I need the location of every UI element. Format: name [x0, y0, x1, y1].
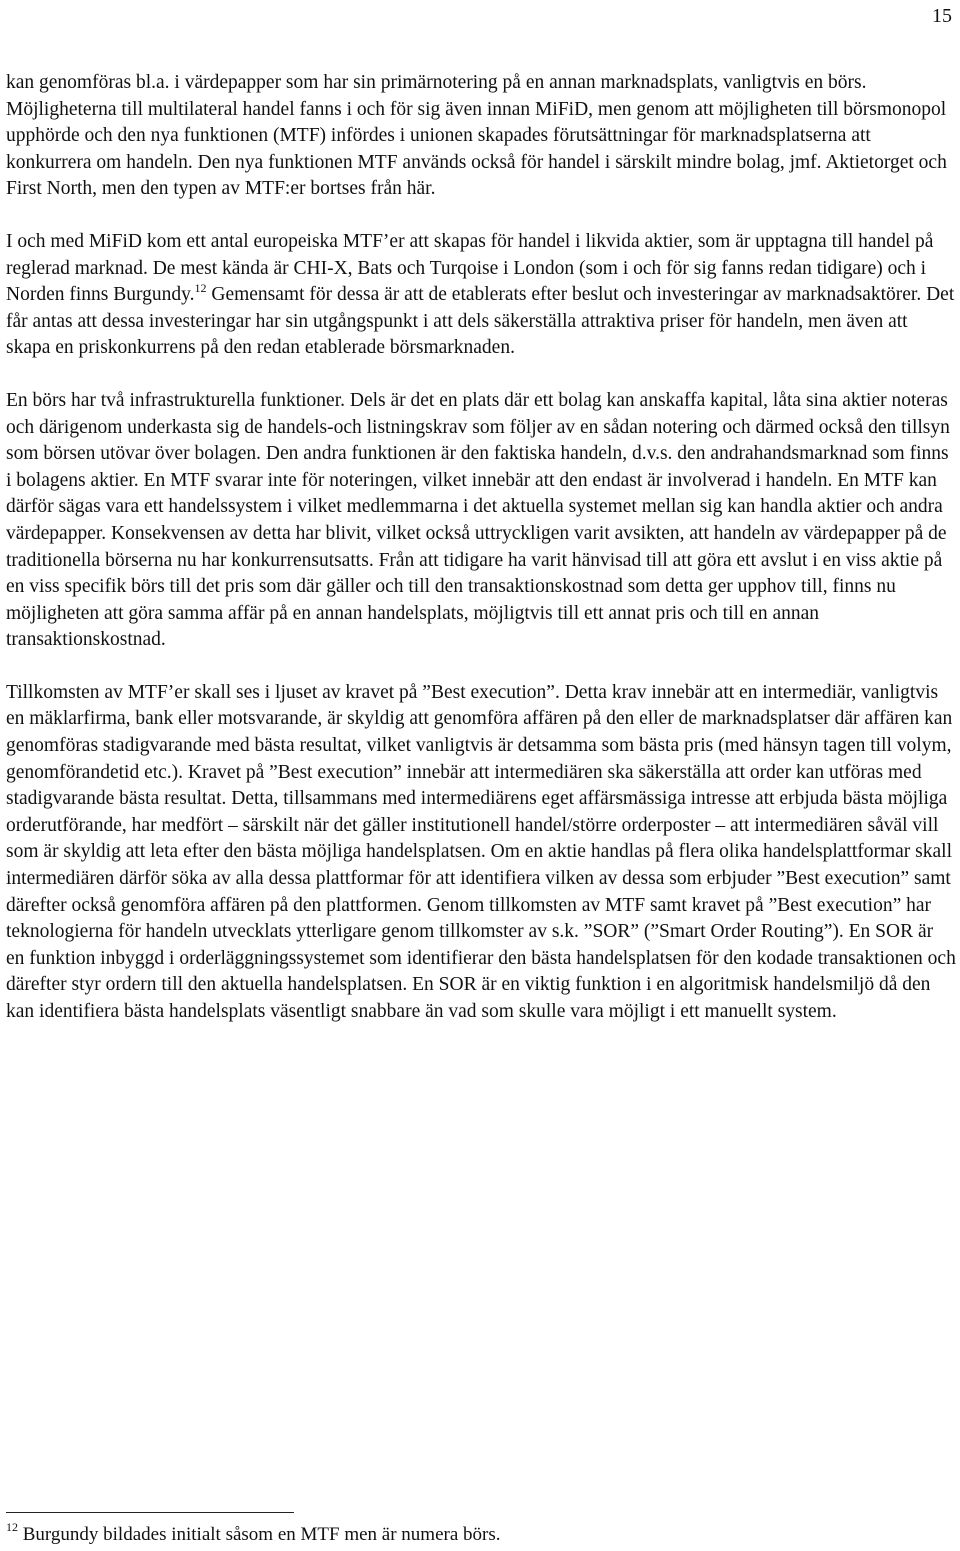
- footnote: [6, 1520, 501, 1547]
- paragraph-exchange-functions: En börs har två infrastrukturella funktioner. Dels är det en plats där ett bolag kan anskaffa kapital, låta sina aktier noteras och därigenom underkasta sig de handels-och listningskrav som följer av en sådan notering och därmed också den tillsyn som börsen utövar över bolagen. Den andra funktionen är den faktiska handeln, d.v.s. den andrahandsmarknad som finns i bolagens aktier. En MTF svarar inte för noteringen, vilket innebär att den endast är involverad i handeln. En MTF kan därför sägas vara ett handelssystem i vilket medlemmarna i det aktuella systemet mellan sig kan handla aktier och andra värdepapper. Konsekvensen av detta har blivit, vilket också uttryckligen varit avsikten, att handeln av värdepapper på de traditionella börserna nu har konkurrensutsatts. Från att tidigare ha varit hänvisad till att göra ett avslut i en viss aktie på en viss specifik börs till det pris som där gäller och till den transaktionskostnad som detta ger upphov till, finns nu möjligheten att göra samma affär på en annan handelsplats, möjligtvis till ett annat pris och till en annan transaktionskostnad.: [6, 389, 950, 651]
- page-number: 15: [932, 5, 952, 27]
- body-text: [6, 70, 956, 1052]
- paragraph-european-mtfs-part2: Gemensamt för dessa är att de etablerats efter beslut och investeringar av marknadsaktörer. Det får antas att dessa investeringar har sin utgångspunkt i att dels säkerställa attraktiva priser för handeln, men även att skapa en priskonkurrens på den redan etablerade börsmarknaden.: [6, 284, 955, 359]
- footnote-number: 12: [6, 1520, 18, 1534]
- paragraph-european-mtfs-part1: I och med MiFiD kom ett antal europeiska MTF’er att skapas för handel i likvida aktier, som är upptagna till handel på reglerad marknad. De mest kända är CHI-X, Bats och Turqoise i London (som i och för sig fanns redan tidigare) och i Norden finns Burgundy.: [6, 230, 934, 306]
- footnote-text: Burgundy bildades initialt såsom en MTF men är numera börs.: [18, 1524, 501, 1545]
- paragraph-best-execution: Tillkomsten av MTF’er skall ses i ljuset av kravet på ”Best execution”. Detta krav innebär att en intermediär, vanligtvis en mäklarfirma, bank eller motsvarande, är skyldig att genomföra affären på den eller de marknadsplatser där affären kan genomföras stadigvarande med bästa resultat, vilket vanligtvis är detsamma som bästa pris (med hänsyn tagen till volym, genomförandetid etc.). Kravet på ”Best execution” innebär att intermediären ska säkerställa att order kan utföras med stadigvarande bästa resultat. Detta, tillsammans med intermediärens eget affärsmässiga intresse att erbjuda bästa möjliga orderutförande, har medfört – särskilt när det gäller institutionell handel/större orderposter – att intermediären såväl vill som är skyldig att leta efter den bästa möjliga handelsplatsen. Om en aktie handlas på flera olika handelsplattformar skall intermediären därför söka av alla dessa plattformar för att identifiera vilken av dessa som erbjuder ”Best execution” samt därefter också genomföra affären på den plattformen. Genom tillkomsten av MTF samt kravet på ”Best execution” har teknologierna för handeln utvecklats ytterligare genom tillkomster av s.k. ”SOR” (”Smart Order Routing”). En SOR är en funktion inbyggd i orderläggningssystemet som identifierar den bästa handelsplatsen för den kodade transaktionen och därefter styr ordern till den aktuella handelsplatsen. En SOR är en viktig funktion i en algoritmisk handelsmiljö då den kan identifiera bästa handelsplats väsentligt snabbare än vad som skulle vara möjligt i ett manuellt system.: [6, 681, 956, 1022]
- footnote-divider: [6, 1512, 294, 1513]
- paragraph-mtf-intro: kan genomföras bl.a. i värdepapper som har sin primärnotering på en annan marknadsplats, vanligtvis en börs. Möjligheterna till multilateral handel fanns i och för sig även innan MiFiD, men genom att möjligheten till börsmonopol upphörde och den nya funktionen (MTF) infördes i unionen skapades förutsättningar för marknadsplatserna att konkurrera om handeln. Den nya funktionen MTF används också för handel i särskilt mindre bolag, jmf. Aktietorget och First North, men den typen av MTF:er bortses från här.: [6, 72, 947, 200]
- footnote-reference[interactable]: 12: [194, 281, 207, 296]
- paragraph-european-mtfs: [6, 229, 956, 362]
